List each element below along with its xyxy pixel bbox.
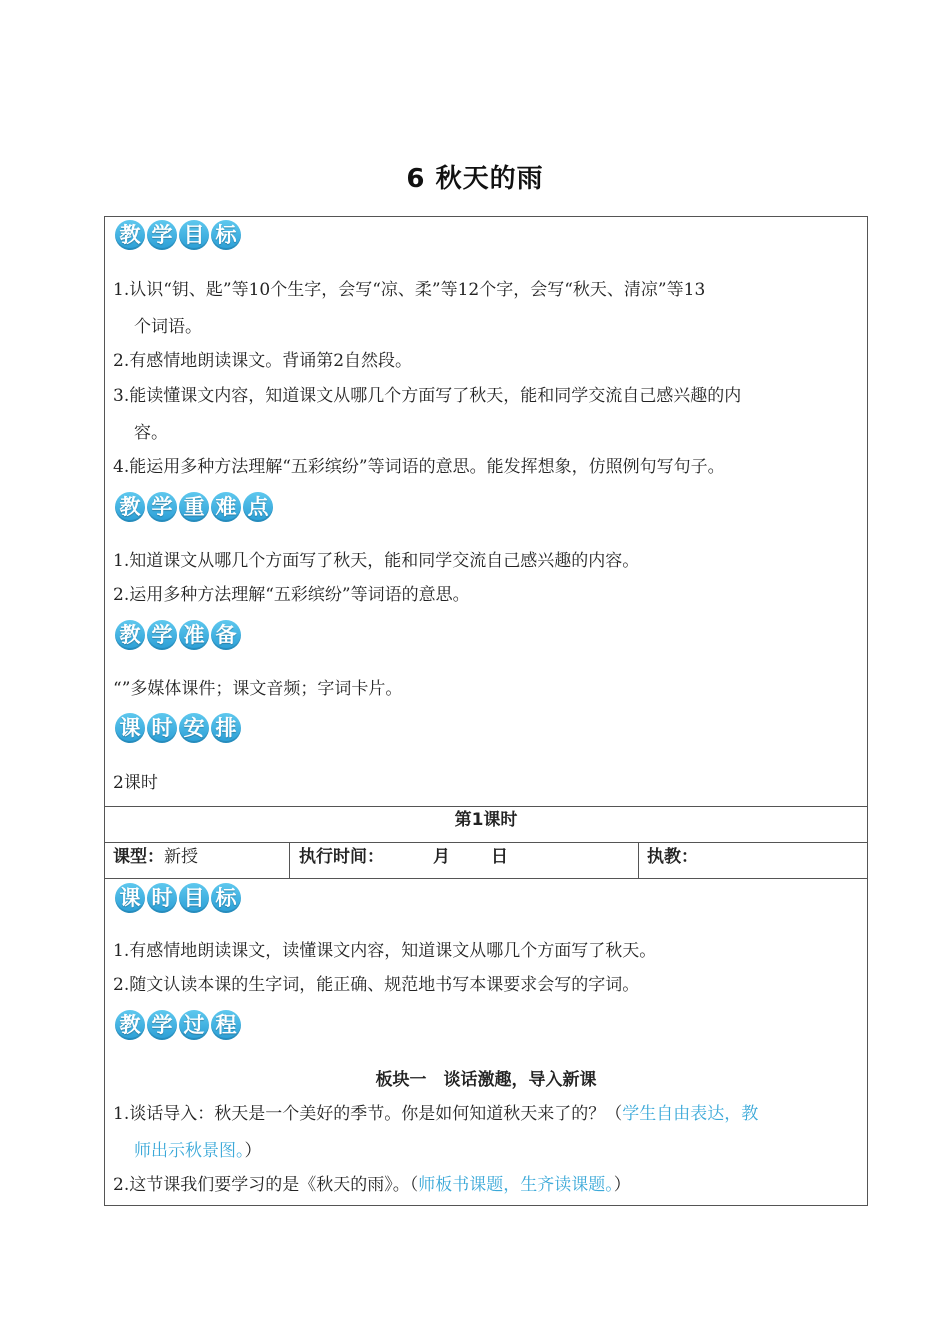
divider bbox=[104, 878, 868, 879]
badge-char: 时 bbox=[147, 883, 177, 913]
process-item-text: ） bbox=[613, 1175, 631, 1195]
section-badge-preparation bbox=[115, 620, 243, 650]
badge-char: 重 bbox=[179, 492, 209, 522]
section-badge-schedule bbox=[115, 713, 243, 743]
goal-item: 4.能运用多种方法理解“五彩缤纷”等词语的意思。能发挥想象，仿照例句写句子。 bbox=[113, 457, 725, 477]
lesson-type bbox=[113, 846, 198, 868]
process-item-cont bbox=[134, 1140, 262, 1162]
process-section-title: 板块一 谈话激趣，导入新课 bbox=[375, 1070, 597, 1090]
badge-char: 课 bbox=[115, 713, 145, 743]
execution-time bbox=[299, 846, 508, 868]
badge-char: 备 bbox=[211, 620, 241, 650]
badge-char: 学 bbox=[147, 620, 177, 650]
teacher-label: 执教： bbox=[647, 847, 698, 867]
divider bbox=[104, 806, 868, 807]
goal-item: 3.能读懂课文内容，知道课文从哪几个方面写了秋天，能和同学交流自己感兴趣的内 bbox=[113, 386, 742, 406]
badge-char: 难 bbox=[211, 492, 241, 522]
goal-item: 1.认识“钥、匙”等10个生字，会写“凉、柔”等12个字，会写“秋天、清凉”等13 bbox=[113, 280, 706, 300]
key-point-item: 1.知道课文从哪几个方面写了秋天，能和同学交流自己感兴趣的内容。 bbox=[113, 551, 640, 571]
process-item-text: 2.这节课我们要学习的是《秋天的雨》。（ bbox=[113, 1175, 419, 1195]
badge-char: 程 bbox=[211, 1010, 241, 1040]
page-title: 6 秋天的雨 bbox=[406, 164, 544, 194]
process-item bbox=[113, 1103, 758, 1125]
lesson-type-value: 新授 bbox=[164, 847, 198, 867]
divider bbox=[289, 842, 290, 879]
badge-char: 教 bbox=[115, 220, 145, 250]
lesson-type-label: 课型： bbox=[113, 847, 164, 867]
section-badge-goals bbox=[115, 220, 243, 250]
badge-char: 安 bbox=[179, 713, 209, 743]
goal-item: 2.有感情地朗读课文。背诵第2自然段。 bbox=[113, 351, 413, 371]
section-badge-key-points bbox=[115, 492, 275, 522]
month-label: 月 bbox=[433, 847, 450, 867]
section-badge-lesson-goals bbox=[115, 883, 243, 913]
badge-char: 标 bbox=[211, 220, 241, 250]
badge-char: 教 bbox=[115, 1010, 145, 1040]
lesson-goal-item: 2.随文认读本课的生字词，能正确、规范地书写本课要求会写的字词。 bbox=[113, 975, 640, 995]
lesson-goal-item: 1.有感情地朗读课文，读懂课文内容，知道课文从哪几个方面写了秋天。 bbox=[113, 941, 657, 961]
process-item-text: ） bbox=[244, 1141, 262, 1161]
process-item bbox=[113, 1174, 631, 1196]
goal-item-cont: 容。 bbox=[134, 423, 168, 443]
badge-char: 课 bbox=[115, 883, 145, 913]
section-badge-process bbox=[115, 1010, 243, 1040]
process-item-text: 1.谈话导入：秋天是一个美好的季节。你是如何知道秋天来了的？（ bbox=[113, 1104, 623, 1124]
execution-time-label: 执行时间： bbox=[299, 847, 384, 867]
badge-char: 点 bbox=[243, 492, 273, 522]
badge-char: 学 bbox=[147, 492, 177, 522]
goal-item-cont: 个词语。 bbox=[134, 317, 202, 337]
teacher-note: 师出示秋景图。 bbox=[134, 1141, 245, 1161]
badge-char: 过 bbox=[179, 1010, 209, 1040]
lesson-header: 第1课时 bbox=[454, 810, 518, 830]
preparation-text: “”多媒体课件；课文音频；字词卡片。 bbox=[113, 679, 403, 699]
teacher-note: 师板书课题，生齐读课题。 bbox=[418, 1175, 614, 1195]
schedule-text: 2课时 bbox=[113, 773, 158, 793]
badge-char: 时 bbox=[147, 713, 177, 743]
badge-char: 学 bbox=[147, 1010, 177, 1040]
badge-char: 标 bbox=[211, 883, 241, 913]
badge-char: 排 bbox=[211, 713, 241, 743]
badge-char: 目 bbox=[179, 883, 209, 913]
divider bbox=[104, 842, 868, 843]
badge-char: 教 bbox=[115, 492, 145, 522]
badge-char: 学 bbox=[147, 220, 177, 250]
key-point-item: 2.运用多种方法理解“五彩缤纷”等词语的意思。 bbox=[113, 585, 470, 605]
badge-char: 目 bbox=[179, 220, 209, 250]
badge-char: 准 bbox=[179, 620, 209, 650]
badge-char: 教 bbox=[115, 620, 145, 650]
teacher-note: 学生自由表达，教 bbox=[622, 1104, 759, 1124]
day-label: 日 bbox=[491, 847, 508, 867]
divider bbox=[638, 842, 639, 879]
